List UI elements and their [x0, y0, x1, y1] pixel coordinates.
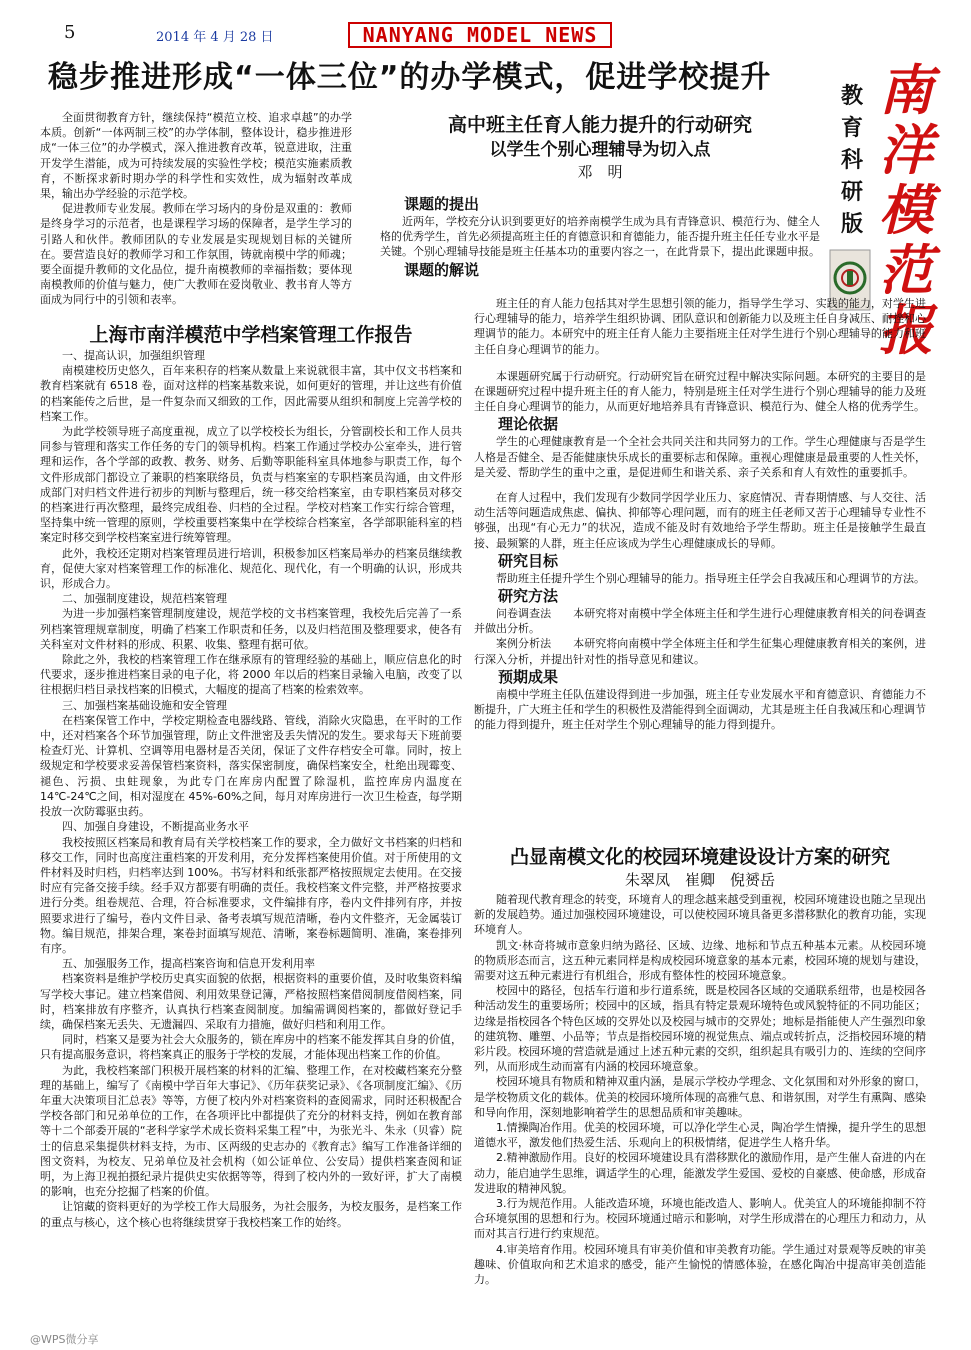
- body-paragraph: 随着现代教育理念的转变，环境育人的理念越来越受到重视，校园环境建设也随之呈现出新的发展趋势。通过加强校园环境建设，可以使校园环境具备更多潜移默化的教育功能，实现环境育人。: [474, 893, 926, 937]
- intro-paragraph: 促进教师专业发展。教师在学习场内的身份是双重的：教师是终身学习的示范者，也是课程学习场的保障者，是学生学习的引路人和伙伴。教师团队的专业发展是实现规划目标的关键所在。要营造良好的教师学习和工作氛围，铸就南模中学的师魂；要全面提升教师的文化品位，提升南模教师的幸福指数；要体现南模教师的价值与魅力，使广大教师在爱岗敬业、教书育人等方面成为同行中的引领和表率。: [40, 202, 352, 307]
- section-heading: 研究目标: [498, 551, 559, 570]
- brand-calligraphy: 南洋模范报: [879, 58, 933, 362]
- body-paragraph: 除此之外，我校的档案管理工作在继承原有的管理经验的基础上，顺应信息化的时代要求，逐步推进档案目录的电子化，将 2000 年以后的档案目录输入电脑，改变了以往根据归档目录找档案的旧模式，大幅度的提高了档案的检索效率。: [40, 653, 462, 697]
- body-paragraph: 在育人过程中，我们发现有少数同学因学业压力、家庭情况、青春期情感、与人交往、活动生活等问题造成焦虑、偏执、抑郁等心理问题，而有的班主任老师又苦于心理辅导专业性不够强，出现“有心无力”的状况，造成不能及时有效地给予学生帮助。班主任是接触学生最直接、最频繁的人群，班主任应该成为学生心理健康成长的导师。: [474, 491, 926, 550]
- section-label: 教育科研版: [840, 83, 863, 237]
- body-paragraph: 在档案保管工作中，学校定期检查电器线路、管线，消除火灾隐患，在平时的工作中，还对档案各个环节加强管理，防止文件泄密及丢失情况的发生。要求每天下班前要检查灯光、计算机、空调等用电器材是否关闭，保证了文件存档安全可靠。同时，按上级规定和学校要求妥善保管档案资料，落实保密制度，确保档案安全，杜绝出现霉变、褪色、污损、虫蛀现象，为此专门在库房内配置了除湿机，监控库房内温度在 14℃-24℃之间，相对湿度在 45%-60%之间，每月对库房进行一次卫生检查，每学期投放一次防霉驱虫药。: [40, 713, 462, 819]
- body-paragraph: 4.审美培育作用。校园环境具有审美价值和审美教育功能。学生通过对景观等反映的审美趣味、价值取向和艺术追求的感受，能产生愉悦的情感体验，在感化陶冶中提高审美创造能力。: [474, 1242, 926, 1287]
- body-paragraph: 1.情操陶冶作用。优美的校园环境，可以净化学生心灵，陶冶学生情操，提升学生的思想道德水平，激发他们热爱生活、乐观向上的积极情绪，促进学生人格升华。: [474, 1121, 926, 1150]
- body-paragraph: 我校按照区档案局和教育局有关学校档案工作的要求，全力做好文书档案的归档和移交工作，同时也高度注重档案的开发利用，充分发挥档案使用价值。对于所使用的文件材料及时归档，归档率达到 100%。书写材料和纸张都严格按照规定去使用。在交接时应有完备交接手续。经手双方都要有明确的责任。我校档案文件完整，并严格按要求进行分类。组卷规范、合理，符合标准要求，文件编排有序，卷内文件排列有序，并按照要求进行了编号，卷内文件目录、备考表填写规范清晰，卷内文件整齐，无金属装订物。编目规范，排架合理，案卷封面填写规范、清晰，案卷标题简明、准确，案卷排列有序。: [40, 835, 462, 955]
- body-paragraph: 3.行为规范作用。人能改造环境，环境也能改造人、影响人。优美宜人的环境能抑制不符合环境氛围的思想和行为。校园环境通过暗示和影响，对学生形成潜在的心理压力和动力，从而对其言行进行约束规范。: [474, 1197, 926, 1241]
- masthead: NANYANG MODEL NEWS: [348, 22, 612, 48]
- body-paragraph: 校园中的路径，包括车行道和步行道系统，既是校园各区域的交通联系纽带，也是校园各种活动发生的重要场所；校园中的区域，指具有特定景观环境特色或风貌特征的不同功能区；边缘是指校园各个特色区域的交界处以及校园与城市的交界处；地标是指能使人产生强烈印象的建筑物、雕塑、小品等；节点是指校园环境的视觉焦点、端点或转折点，泛指校园环境的精彩片段。校园环境的营造就是通过上述五种元素的交织，组织起具有吸引力的、连续的空间序列，从而形成生动而富有内涵的校园环境意象。: [474, 984, 926, 1074]
- intro-paragraph: 全面贯彻教育方针，继续保持“模范立校、追求卓越”的办学本质。创新“一体两制三校”的办学体制，整体设计，稳步推进形成“一体三位”的办学模式，深入推进教育改革，锐意进取，注重开发学生潜能，成为可持续发展的实验性学校；模范实施素质教育，不断探求新时期办学的科学性和实效性，成为辐射改革成果，输出办学经验的示范学校。: [40, 111, 352, 201]
- body-paragraph: 同时，档案又是要为社会大众服务的，锁在库房中的档案不能发挥其自身的价值，只有提高服务意识，将档案真正的服务于学校的发展，才能体现出档案工作的价值。: [40, 1033, 462, 1062]
- section-heading: 研究方法: [498, 587, 559, 606]
- archive-report-header: [40, 322, 462, 348]
- body-paragraph: 为此学校领导班子高度重视，成立了以学校校长为组长，分管副校长和工作人员共同参与管理和落实工作任务的专门的领导机构。档案工作通过学校办公室牵头，进行管理和运作，各个学部的政教、教务、财务、后勤等职能科室具体地参与职责工作，每个文件形成部门都设立了兼职的档案联络员，负责与档案室的专职档案员沟通，由文件形成部门对归档文件进行初步的判断与整理后，统一移交给档案室，由专职档案员对移交的档案进行再次整理，最终完成组卷、归档的全过程。学校对档案工作实行综合管理，坚持集中统一管理的原则，学校重要档案集中在学校综合档案室，各学部职能科室的档案定时移交到学校档案室进行统筹管理。: [40, 425, 462, 545]
- body-paragraph: 本课题研究属于行动研究。行动研究旨在研究过程中解决实际问题。本研究的主要目的是在课题研究过程中提升班主任的育人能力，特别是班主任对学生进行个别心理辅导的能力及班主任自身心理调节的能力，从而更好地培养具有青锋意识、模范行为、健全人格的优秀学生。: [474, 369, 926, 414]
- body-paragraph: 校园环境具有物质和精神双重内涵，是展示学校办学理念、文化氛围和对外形象的窗口，是学校物质文化的载体。优美的校园环境所体现的高雅气息、和谐氛围，对学生有熏陶、感染和导向作用，深刻地影响着学生的思想品质和审美趣味。: [474, 1075, 926, 1119]
- body-paragraph: 南模建校历史悠久，百年来积存的档案从数量上来说就很丰富，其中仅文书档案和教育档案就有 6518 卷，面对这样的档案基数来说，如何更好的管理，并让这些有价值的档案能传之后世，是一件复杂而又细致的工作，因此需要从组织和制度上完善学校的档案工作。: [40, 364, 462, 423]
- body-paragraph: 为此，我校档案部门积极开展档案的材料的汇编、整理工作，在对校藏档案充分整理的基础上，编写了《南模中学百年大事记》、《历年获奖记录》、《各项制度汇编》、《历年重大决策项目汇总表》等等，方便了校内外对档案资料的查阅需求，同时还积极配合学校各部门和兄弟单位的工作，在各项评比中都提供了充分的材料支持，例如在教育部等十二个部委开展的“老科学家学术成长资料采集工程”中，为张光斗、朱永（贝睿）院士的信息采集提供材料支持，为市、区两级的史志办的《教育志》编写工作准备详细的图文资料，为校友、兄弟单位及社会机构（如公证单位、公安局）提供档案查阅和证明，为上海卫视拍摄纪录片提供史实依据等等，得到了校内外的一致好评，扩大了南模的影响，也充分挖掘了档案的价值。: [40, 1063, 462, 1199]
- body-paragraph: 档案资料是维护学校历史真实面貌的依据，根据资料的重要价值，及时收集资料编写学校大事记。建立档案借阅、利用效果登记簿，严格按照档案借阅制度借阅档案，同时，档案排放有序整齐，认真执行档案查阅制度。加编需调阅档案的，都做好登记手续，确保档案无丢失、无遗漏四、采取有力措施，做好归档和利用工作。: [40, 972, 462, 1031]
- article-title: 高中班主任育人能力提升的行动研究: [447, 114, 752, 136]
- article-title: 凸显南模文化的校园环境建设设计方案的研究: [509, 846, 890, 868]
- teacher-study-part2: [474, 296, 926, 732]
- section-heading: 一、提高认识，加强组织管理: [62, 349, 205, 362]
- section-heading: 五、加强服务工作，提高档案咨询和信息开发利用率: [62, 957, 315, 971]
- wps-watermark: @WPS微分享: [30, 1333, 99, 1346]
- section-heading: 四、加强自身建设，不断提高业务水平: [62, 820, 249, 834]
- page-number: 5: [64, 22, 76, 43]
- body-paragraph: 近两年，学校充分认识到要更好的培养南模学生成为具有青锋意识、模范行为、健全人格的优秀学生，首先必须提高班主任的育德意识和育德能力，能否提升班主任任专业水平是关键。个别心理辅导技能是班主任基本功的重要内容之一，在此背景下，提出此课题申报。: [380, 215, 820, 259]
- body-paragraph: 案例分析法 本研究将向南模中学全体班主任和学生征集心理健康教育相关的案例，进行深入分析，并提出针对性的指导意见和建议。: [474, 637, 926, 666]
- teacher-study-header: [380, 112, 820, 182]
- front-headline: 稳步推进形成“一体三位”的办学模式，促进学校提升: [48, 60, 772, 95]
- teacher-study-part1: [380, 194, 820, 280]
- body-paragraph: 南模中学班主任队伍建设得到进一步加强，班主任专业发展水平和育德意识、育德能力不断提升，广大班主任和学生的积极性及潜能得到全面调动，尤其是班主任自我减压和心理调节的能力得到提升，班主任对学生个别心理辅导的能力得到提升。: [474, 687, 926, 732]
- article-author: 邓 明: [577, 163, 623, 181]
- body-paragraph: 让馆藏的资料更好的为学校工作大局服务，为社会服务，为校友服务，是档案工作的重点与核心，这个核心也将继续贯穿于我校档案工作的始终。: [40, 1200, 462, 1229]
- campus-study-body: [474, 892, 926, 1287]
- article-authors: 朱翠凤 崔卿 倪赟岳: [624, 871, 775, 889]
- body-paragraph: 帮助班主任提升学生个别心理辅导的能力。指导班主任学会自我减压和心理调节的方法。: [496, 571, 925, 585]
- section-heading: 二、加强制度建设，规范档案管理: [62, 592, 227, 606]
- section-heading: 三、加强档案基础设施和安全管理: [62, 698, 227, 712]
- body-paragraph: 2.精神激励作用。良好的校园环境建设具有潜移默化的激励作用，是产生催人奋进的内在动力，能启迪学生思维，调适学生的心理，能激发学生爱国、爱校的自豪感、使命感，形成奋发进取的精神风貌。: [474, 1151, 926, 1195]
- intro-column: [40, 110, 352, 308]
- campus-study-header: [474, 844, 926, 890]
- body-paragraph: 凯文·林奇将城市意象归纳为路径、区域、边缘、地标和节点五种基本元素。从校园环境的物质形态而言，这五种元素同样是构成校园环境意象的基本元素，校园环境的规划与建设，需要对这五种元素进行有机组合，形成有整体性的校园环境意象。: [474, 938, 926, 983]
- archive-report-body: [40, 348, 462, 1230]
- article-subtitle: 以学生个别心理辅导为切入点: [489, 140, 711, 160]
- section-heading: 课题的解说: [404, 260, 480, 279]
- issue-date: 2014 年 4 月 28 日: [156, 30, 274, 45]
- body-paragraph: 此外，我校还定期对档案管理员进行培训，积极参加区档案局举办的档案员继续教育，促使大家对档案管理工作的标准化、规范化、现代化，有一个明确的认识，形成共识，形成合力。: [40, 546, 462, 591]
- section-heading: 课题的提出: [404, 195, 480, 213]
- body-paragraph: 问卷调查法 本研究将对南模中学全体班主任和学生进行心理健康教育相关的问卷调查并做出分析。: [474, 607, 926, 636]
- section-heading: 理论依据: [498, 415, 559, 434]
- body-paragraph: 班主任的育人能力包括其对学生思想引领的能力，指导学生学习、实践的能力，对学生进行心理辅导的能力，培养学生组织协调、团队意识和创新能力以及班主任自身减压、耐挫和心理调节的能力。本研究中的班主任育人能力主要指班主任对学生进行个别心理辅导的能力和班主任自身心理调节的能力。: [474, 297, 926, 356]
- body-paragraph: 学生的心理健康教育是一个全社会共同关注和共同努力的工作。学生心理健康与否是学生人格是否健全、是否能健康快乐成长的重要标志和保障。重视心理健康是最重要的人性关怀，是关爱、帮助学生的重中之重，是促进师生和谐关系、亲子关系和育人有效性的重要抓手。: [474, 435, 926, 479]
- body-paragraph: 为进一步加强档案管理制度建设，规范学校的文书档案管理，我校先后完善了一系列档案管理规章制度，明确了档案工作职责和任务，以及归档范围及整理要求，使各有关科室对文件材料的形成、积累、收集、整理有据可依。: [40, 607, 462, 651]
- article-title: 上海市南洋模范中学档案管理工作报告: [89, 324, 413, 346]
- section-heading: 预期成果: [498, 667, 559, 686]
